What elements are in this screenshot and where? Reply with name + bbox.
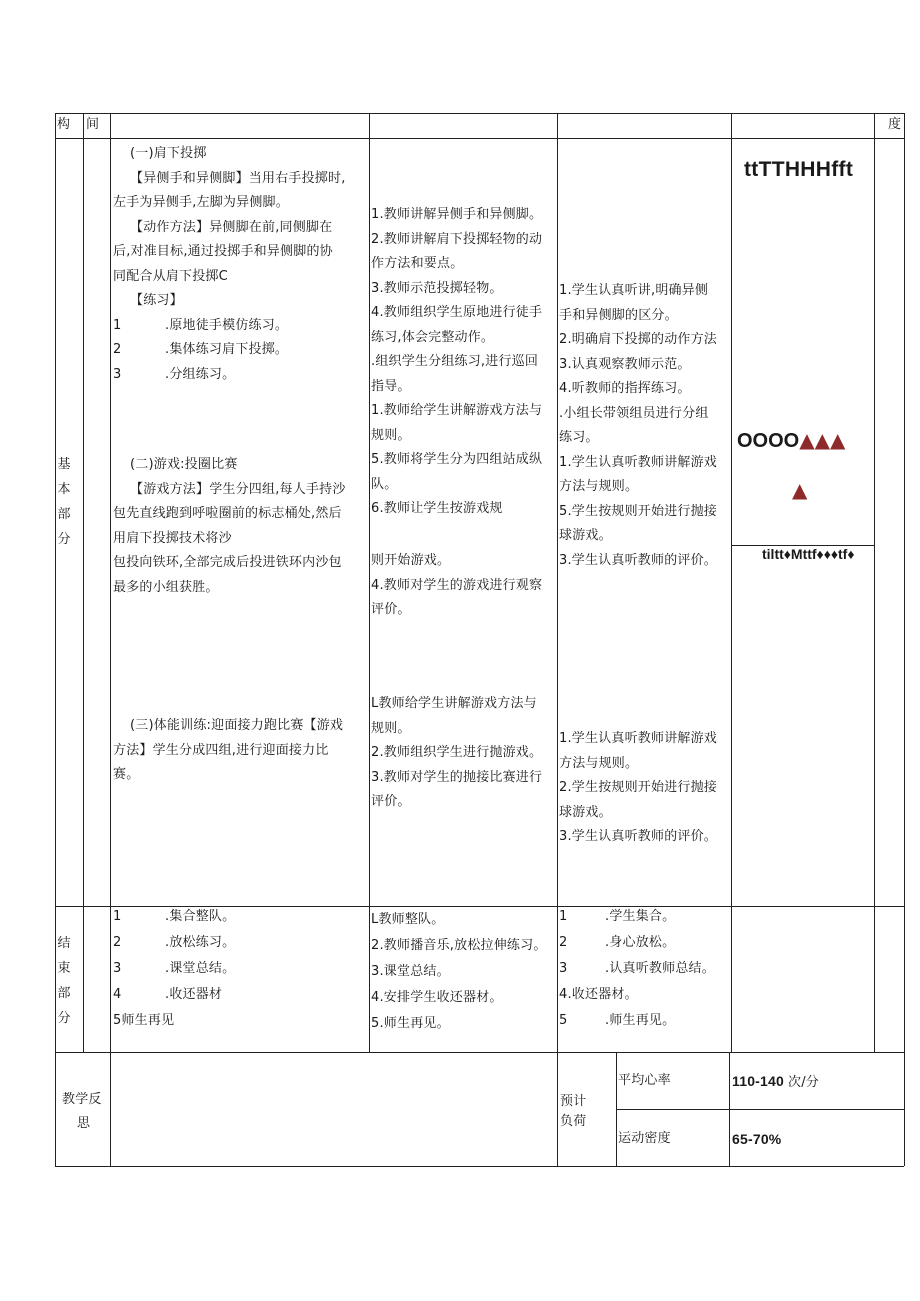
text-line: 【游戏方法】学生分四组,每人手持沙 bbox=[130, 481, 346, 497]
header-row-divider bbox=[55, 138, 904, 139]
text-line: 3.教师对学生的抛接比赛进行 bbox=[371, 769, 543, 785]
text-line: 评价。 bbox=[371, 794, 411, 809]
text-line: (二)游戏:投圈比赛 bbox=[130, 457, 238, 472]
text-line: 规则。 bbox=[371, 427, 411, 443]
load-label-line2: 负荷 bbox=[560, 1114, 587, 1129]
text-line: 包投向铁环,全部完成后投进铁环内沙包 bbox=[113, 555, 342, 570]
density-label: 运动密度 bbox=[618, 1131, 671, 1146]
heart-rate-value bbox=[732, 1069, 819, 1095]
item-number: 3 bbox=[113, 961, 122, 976]
list-item bbox=[113, 930, 235, 956]
list-item bbox=[559, 930, 715, 956]
text-line: 6.教师让学生按游戏规 bbox=[371, 501, 503, 516]
text-line: 1.教师讲解异侧手和异侧脚。 bbox=[371, 207, 543, 222]
item-text: .学生集合。 bbox=[605, 909, 676, 924]
label-char: 分 bbox=[57, 1011, 71, 1026]
table-border-top bbox=[55, 113, 904, 114]
text-line: 【练习】 bbox=[130, 293, 183, 308]
circle-markers: OOOO bbox=[737, 430, 800, 452]
col-divider-1 bbox=[83, 113, 84, 1052]
ending-content bbox=[113, 904, 235, 1034]
col-divider-3 bbox=[369, 113, 370, 1052]
list-item bbox=[113, 956, 235, 982]
footer-mid-divider bbox=[616, 1109, 904, 1110]
text-line: 4.安排学生收还器材。 bbox=[371, 990, 503, 1005]
teacher-activities-b bbox=[371, 549, 542, 623]
text-line: 作方法和要点。 bbox=[371, 256, 464, 271]
text-line: 左手为异侧手,左脚为异侧脚。 bbox=[113, 195, 289, 210]
label-char: 束 bbox=[57, 961, 71, 976]
heart-rate-number: 110-140 bbox=[732, 1073, 785, 1089]
text-line: 评价。 bbox=[371, 602, 411, 617]
text-line: 1.学生认真听教师讲解游戏 bbox=[559, 731, 718, 746]
text-line: 4.教师组织学生原地进行徒手 bbox=[371, 305, 543, 320]
item-number: 2 bbox=[113, 342, 122, 357]
text-line: 包先直线跑到呼啦圈前的标志桶处,然后 bbox=[113, 506, 342, 521]
text-line: 3.学生认真听教师的评价。 bbox=[559, 829, 718, 844]
formation-top-row: ttTTHHHfft bbox=[744, 158, 854, 181]
content-shoulder-throw bbox=[113, 142, 346, 387]
ending-footer-divider bbox=[55, 1052, 904, 1053]
text-line: 队。 bbox=[371, 476, 398, 492]
text-line: 最多的小组获胜。 bbox=[113, 579, 219, 595]
text-line: 5.教师将学生分为四组站成纵 bbox=[371, 452, 543, 467]
item-text: .认真听教师总结。 bbox=[605, 961, 715, 976]
table-border-bottom bbox=[55, 1166, 904, 1167]
text-line: 1.学生认真听讲,明确异侧 bbox=[559, 283, 709, 298]
text-line: .组织学生分组练习,进行巡回 bbox=[371, 354, 539, 369]
text-line: 【动作方法】异侧脚在前,同侧脚在 bbox=[130, 219, 333, 235]
item-number: 5 bbox=[559, 1013, 568, 1028]
formation-circles-row bbox=[737, 428, 845, 453]
text-line: 3.课堂总结。 bbox=[371, 964, 450, 979]
col-divider-6 bbox=[874, 113, 875, 1052]
text-line: L教师给学生讲解游戏方法与 bbox=[371, 696, 537, 711]
text-line: 5.师生再见。 bbox=[371, 1016, 450, 1031]
practice-item bbox=[113, 363, 346, 388]
heart-rate-unit: 次/分 bbox=[788, 1075, 819, 1090]
heart-rate-label: 平均心率 bbox=[618, 1073, 671, 1088]
list-item bbox=[113, 904, 235, 930]
list-item bbox=[559, 904, 715, 930]
text-line: 3.认真观察教师示范。 bbox=[559, 356, 691, 372]
formation-bottom-row: tiltt♦Mttf♦♦♦tf♦ bbox=[762, 546, 855, 562]
item-text: .原地徒手模仿练习。 bbox=[165, 317, 289, 333]
list-item bbox=[113, 982, 235, 1008]
col-divider-footer-2 bbox=[729, 1052, 730, 1166]
teacher-activities-c bbox=[371, 692, 542, 815]
col-divider-4 bbox=[557, 113, 558, 1166]
list-item bbox=[559, 1008, 715, 1034]
label-char: 分 bbox=[57, 532, 71, 547]
student-activities-a bbox=[559, 279, 717, 573]
text-line: 2.教师讲解肩下投掷轻物的动 bbox=[371, 231, 543, 247]
text-line: 则开始游戏。 bbox=[371, 553, 451, 568]
text-line: 同配合从肩下投掷C bbox=[113, 268, 228, 284]
text-line: 2.教师组织学生进行抛游戏。 bbox=[371, 745, 543, 760]
item-text: .集合整队。 bbox=[165, 909, 236, 924]
text-line: 手和异侧脚的区分。 bbox=[559, 307, 678, 323]
text-line: 球游戏。 bbox=[559, 528, 612, 543]
practice-item bbox=[113, 314, 346, 339]
header-cell-1: 构 bbox=[57, 117, 71, 132]
item-text: .身心放松。 bbox=[605, 935, 676, 950]
item-number: 4 bbox=[113, 987, 122, 1002]
item-number: 1 bbox=[113, 317, 122, 333]
list-item bbox=[559, 956, 715, 982]
text-line: 【异侧手和异侧脚】当用右手投掷时, bbox=[130, 170, 346, 186]
text-line: 规则。 bbox=[371, 720, 411, 736]
item-text: .师生再见。 bbox=[605, 1013, 676, 1028]
ending-teacher bbox=[371, 907, 547, 1037]
reflection-label-line2: 思 bbox=[77, 1116, 91, 1131]
text-line: 练习。 bbox=[559, 430, 599, 445]
text-line: 方法与规则。 bbox=[559, 755, 639, 771]
item-text: .收还器材 bbox=[165, 987, 223, 1002]
text-line: 4.听教师的指挥练习。 bbox=[559, 381, 691, 396]
reflection-label-line1: 教学反 bbox=[62, 1092, 102, 1107]
text-line: 球游戏。 bbox=[559, 804, 612, 820]
label-char: 部 bbox=[57, 986, 71, 1001]
item-number: 2 bbox=[113, 935, 122, 950]
header-cell-last: 度 bbox=[888, 117, 902, 132]
col-divider-2 bbox=[110, 113, 111, 1166]
text-line: 方法与规则。 bbox=[559, 479, 639, 494]
item-number: 2 bbox=[559, 935, 568, 950]
density-value: 65-70% bbox=[732, 1131, 782, 1147]
text-line: 练习,体会完整动作。 bbox=[371, 329, 495, 345]
text-line: 赛。 bbox=[113, 767, 140, 782]
label-char: 结 bbox=[57, 936, 71, 951]
list-item: 4.收还器材。 bbox=[559, 987, 638, 1002]
header-cell-2: 间 bbox=[86, 117, 100, 132]
text-line: (三)体能训练:迎面接力跑比赛【游戏 bbox=[130, 718, 344, 733]
text-line: 3.教师示范投掷轻物。 bbox=[371, 280, 503, 296]
item-number: 3 bbox=[559, 961, 568, 976]
student-activities-c bbox=[559, 727, 717, 850]
col-divider-footer bbox=[616, 1052, 617, 1166]
text-line: 2.学生按规则开始进行抛接 bbox=[559, 780, 718, 795]
teacher-activities-a bbox=[371, 203, 542, 522]
text-line: 方法】学生分成四组,进行迎面接力比 bbox=[113, 742, 329, 758]
ending-section-label bbox=[55, 931, 73, 1031]
basic-section-label bbox=[55, 452, 73, 552]
table-border-right bbox=[904, 113, 905, 1166]
content-fitness bbox=[113, 714, 343, 788]
text-line: 后,对准目标,通过投掷手和异侧脚的协 bbox=[113, 244, 333, 259]
text-line: 3.学生认真听教师的评价。 bbox=[559, 552, 718, 568]
text-line: 5.学生按规则开始进行抛接 bbox=[559, 503, 718, 519]
text-line: L教师整队。 bbox=[371, 912, 445, 927]
item-text: .集体练习肩下投掷。 bbox=[165, 342, 289, 357]
text-line: .小组长带领组员进行分组 bbox=[559, 405, 709, 421]
item-text: .分组练习。 bbox=[165, 366, 236, 382]
item-number: 1 bbox=[113, 909, 122, 924]
text-line: 4.教师对学生的游戏进行观察 bbox=[371, 577, 543, 593]
ending-student bbox=[559, 904, 715, 1034]
text-line: 用肩下投掷技术将沙 bbox=[113, 530, 232, 546]
text-line: 2.明确肩下投掷的动作方法 bbox=[559, 332, 718, 347]
col-divider-5 bbox=[731, 113, 732, 1052]
load-label-line1: 预计 bbox=[560, 1094, 587, 1109]
list-item: 5师生再见 bbox=[113, 1013, 175, 1028]
label-char: 本 bbox=[57, 482, 71, 497]
text-line: 指导。 bbox=[371, 378, 411, 394]
label-char: 基 bbox=[57, 457, 71, 472]
content-game bbox=[113, 453, 346, 600]
text-line: (一)肩下投掷 bbox=[130, 146, 207, 161]
text-line: 1.教师给学生讲解游戏方法与 bbox=[371, 403, 543, 418]
item-text: .课堂总结。 bbox=[165, 961, 236, 976]
practice-item bbox=[113, 338, 346, 363]
item-number: 3 bbox=[113, 366, 122, 382]
item-number: 1 bbox=[559, 909, 568, 924]
text-line: 1.学生认真听教师讲解游戏 bbox=[559, 454, 718, 470]
item-text: .放松练习。 bbox=[165, 935, 236, 950]
label-char: 部 bbox=[57, 507, 71, 522]
formation-single-triangle: ▲ bbox=[792, 478, 808, 502]
triangle-markers: ▲▲▲ bbox=[799, 428, 846, 452]
text-line: 2.教师播音乐,放松拉伸练习。 bbox=[371, 938, 547, 953]
